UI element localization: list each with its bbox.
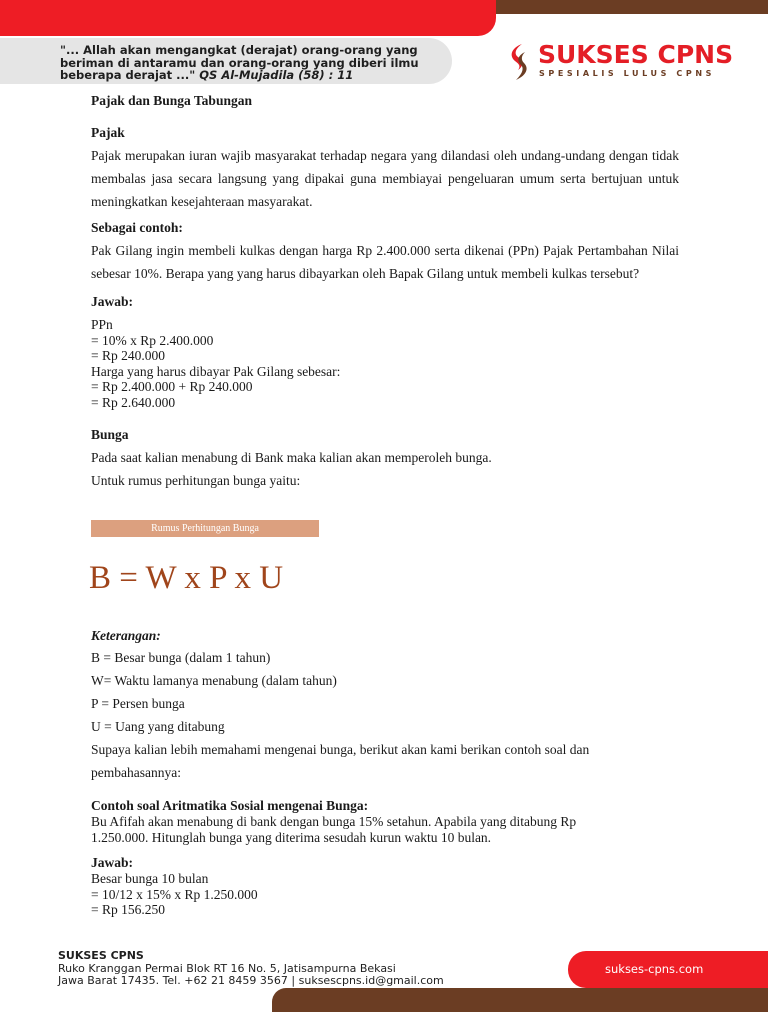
quote-line-3: beberapa derajat ..." <box>60 68 196 82</box>
jawab-heading-1: Jawab: <box>91 294 134 309</box>
logo-name: SUKSES CPNS <box>538 40 734 69</box>
logo <box>505 40 735 84</box>
logo-mark-icon <box>505 42 531 82</box>
footer-address-line-2: Jawa Barat 17435. Tel. +62 21 8459 3567 | suksescpns.id@gmail.com <box>58 974 444 987</box>
footer-address <box>58 950 444 988</box>
jawab-2-line: = 10/12 x 15% x Rp 1.250.000 <box>91 886 258 902</box>
footer-website: sukses-cpns.com <box>605 962 704 976</box>
contoh-paragraph: Pak Gilang ingin membeli kulkas dengan harga Rp 2.400.000 serta dikenai (PPn) Pajak Pertambahan Nilai sebesar 10%. Berapa yang yang harus dibayarkan oleh Bapak Gilang untuk membeli kulkas tersebut? <box>91 243 679 281</box>
jawab-heading-2: Jawab: <box>91 855 134 870</box>
keterangan-heading: Keterangan: <box>91 628 161 643</box>
document-body <box>91 90 679 492</box>
jawab-1-line: Harga yang harus dibayar Pak Gilang sebesar: <box>91 363 341 379</box>
contoh-soal-line: 1.250.000. Hitunglah bunga yang diterima sesudah kurun waktu 10 bulan. <box>91 829 492 845</box>
header-red-band <box>0 0 496 36</box>
footer-brand: SUKSES CPNS <box>58 949 144 962</box>
header-quote <box>60 44 450 82</box>
jawab-1-lines <box>91 317 679 410</box>
jawab-1-line: PPn <box>91 317 113 332</box>
pajak-paragraph: Pajak merupakan iuran wajib masyarakat terhadap negara yang dilandasi oleh undang-undang dengan tidak membalas jasa secara langsung yang dipakai guna membiayai pengeluaran umum serta bertujuan untuk meningkatkan kesejahteraan masyarakat. <box>91 148 679 209</box>
formula: B = W x P x U <box>89 560 284 596</box>
contoh-soal-heading: Contoh soal Aritmatika Sosial mengenai Bunga: <box>91 798 369 813</box>
quote-source: QS Al-Mujadila (58) : 11 <box>199 68 354 82</box>
quote-line-1: "... Allah akan mengangkat (derajat) orang-orang yang <box>60 43 418 57</box>
jawab-1-line: = Rp 240.000 <box>91 348 165 363</box>
bunga-heading: Bunga <box>91 427 129 442</box>
jawab-2-line: Besar bunga 10 bulan <box>91 871 209 886</box>
jawab-1-line: = 10% x Rp 2.400.000 <box>91 332 214 348</box>
document-title: Pajak dan Bunga Tabungan <box>91 93 252 108</box>
jawab-1-line: = Rp 2.400.000 + Rp 240.000 <box>91 379 253 394</box>
footer-brown-band <box>272 988 768 1012</box>
keterangan-item: B = Besar bunga (dalam 1 tahun) <box>91 650 271 665</box>
keterangan-item: P = Persen bunga <box>91 696 185 711</box>
jawab-2-line: = Rp 156.250 <box>91 902 165 917</box>
bunga-line-1: Pada saat kalian menabung di Bank maka kalian akan memperoleh bunga. <box>91 450 492 465</box>
document-body-lower <box>91 626 679 918</box>
contoh-soal-line: Bu Afifah akan menabung di bank dengan bunga 15% setahun. Apabila yang ditabung Rp <box>91 814 577 829</box>
quote-line-2: beriman di antaramu dan orang-orang yang diberi ilmu <box>60 55 419 70</box>
jawab-1-line: = Rp 2.640.000 <box>91 394 176 410</box>
pajak-heading: Pajak <box>91 125 125 140</box>
logo-tagline: SPESIALIS LULUS CPNS <box>539 69 715 78</box>
keterangan-item: W= Waktu lamanya menabung (dalam tahun) <box>91 673 337 688</box>
bunga-line-2: Untuk rumus perhitungan bunga yaitu: <box>91 473 301 488</box>
supaya-paragraph: Supaya kalian lebih memahami mengenai bunga, berikut akan kami berikan contoh soal dan pembahasannya: <box>91 742 590 780</box>
contoh-heading: Sebagai contoh: <box>91 220 183 235</box>
footer-address-line-1: Ruko Kranggan Permai Blok RT 16 No. 5, Jatisampurna Bekasi <box>58 961 396 975</box>
keterangan-item: U = Uang yang ditabung <box>91 719 225 734</box>
formula-label: Rumus Perhitungan Bunga <box>91 520 319 537</box>
